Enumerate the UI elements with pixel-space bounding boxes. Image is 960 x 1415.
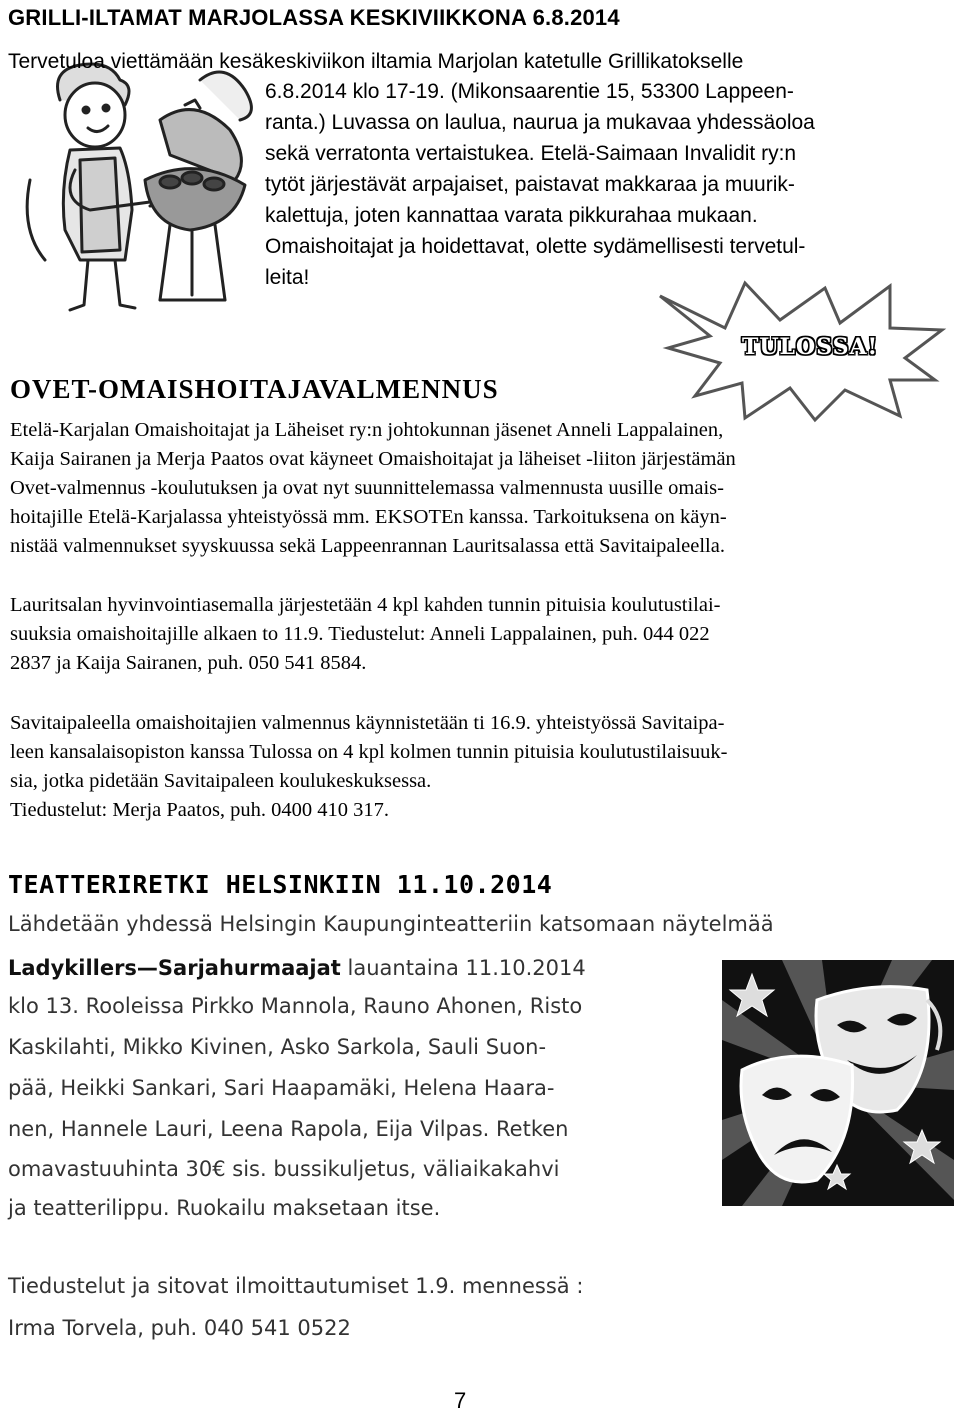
ovet-para3-line: sia, jotka pidetään Savitaipaleen koulukeskuksessa. [10,770,432,792]
ovet-para2-line: suuksia omaishoitajille alkaen to 11.9. Tiedustelut: Anneli Lappalainen, puh. 044 022 [10,623,710,645]
ovet-para2-line: 2837 ja Kaija Sairanen, puh. 050 541 8584. [10,652,367,674]
teatteri-title: TEATTERIRETKI HELSINKIIN 11.10.2014 [8,870,553,899]
ovet-para3-line: Tiedustelut: Merja Paatos, puh. 0400 410 317. [10,799,390,821]
play-date: lauantaina 11.10.2014 [340,956,586,980]
grill-line: tytöt järjestävät arpajaiset, paistavat makkaraa ja muurik- [265,173,795,196]
ovet-para1-line: Ovet-valmennus -koulutuksen ja ovat nyt suunnittelemassa valmennusta uusille omais- [10,477,724,499]
tulossa-label: TULOSSA! [742,334,879,360]
grill-line: sekä verratonta vertaistukea. Etelä-Saimaan Invalidit ry:n [265,142,797,165]
ovet-para3-line: Savitaipaleella omaishoitajien valmennus käynnistetään ti 16.9. yhteistyössä Savitaipa- [10,712,725,734]
grill-line: Omaishoitajat ja hoidettavat, olette sydämellisesti tervetul- [265,235,806,258]
ovet-para3-line: leen kansalaisopiston kanssa Tulossa on 4 kpl kolmen tunnin pituisia koulutustilaisuuk- [10,741,728,763]
play-name: Ladykillers—Sarjahurmaajat [8,956,341,980]
ovet-para1-line: nistää valmennukset syyskuussa sekä Lappeenrannan Lauritsalassa että Savitaipaleella. [10,535,725,557]
ovet-para1-line: Kaija Sairanen ja Merja Paatos ovat käyneet Omaishoitajat ja läheiset -liiton järjestämän [10,448,736,470]
ovet-para1-line: hoitajille Etelä-Karjalassa yhteistyössä mm. EKSOTEn kanssa. Tarkoituksena on käyn- [10,506,727,528]
grill-line: ranta.) Luvassa on laulua, naurua ja mukavaa yhdessäoloa [265,111,815,134]
ovet-para2-line: Lauritsalan hyvinvointiasemalla järjestetään 4 kpl kahden tunnin pituisia koulutustilai- [10,594,721,616]
teatteri-line: omavastuuhinta 30€ sis. bussikuljetus, väliaikakahvi [8,1157,560,1181]
ovet-para1-line: Etelä-Karjalan Omaishoitajat ja Läheiset ry:n johtokunnan jäsenet Anneli Lappalainen, [10,419,724,441]
page-number: 7 [454,1388,467,1413]
teatteri-line [8,956,586,980]
teatteri-line: nen, Hannele Lauri, Leena Rapola, Eija Vilpas. Retken [8,1117,569,1141]
grill-title: GRILLI-ILTAMAT MARJOLASSA KESKIVIIKKONA 6.8.2014 [8,5,620,30]
teatteri-line: Kaskilahti, Mikko Kivinen, Asko Sarkola, Sauli Suon- [8,1035,547,1059]
theater-masks-icon [722,960,954,1206]
grill-line: leita! [265,266,310,289]
grill-clipart-icon [20,60,270,320]
grill-line: kalettuja, joten kannattaa varata pikkurahaa mukaan. [265,204,758,227]
grill-line: 6.8.2014 klo 17-19. (Mikonsaarentie 15, 53300 Lappeen- [265,80,794,103]
ovet-title: OVET-OMAISHOITAJAVALMENNUS [10,374,499,404]
teatteri-line: klo 13. Rooleissa Pirkko Mannola, Rauno Ahonen, Risto [8,994,583,1018]
teatteri-contact: Irma Torvela, puh. 040 541 0522 [8,1316,351,1340]
teatteri-line: ja teatterilippu. Ruokailu maksetaan itse. [8,1196,441,1220]
teatteri-contact: Tiedustelut ja sitovat ilmoittautumiset 1.9. mennessä : [8,1274,584,1298]
grill-line: Tervetuloa viettämään kesäkeskiviikon iltamia Marjolan katetulle Grillikatokselle [8,50,744,73]
teatteri-line: Lähdetään yhdessä Helsingin Kaupunginteatteriin katsomaan näytelmää [8,912,774,936]
teatteri-line: pää, Heikki Sankari, Sari Haapamäki, Helena Haara- [8,1076,555,1100]
